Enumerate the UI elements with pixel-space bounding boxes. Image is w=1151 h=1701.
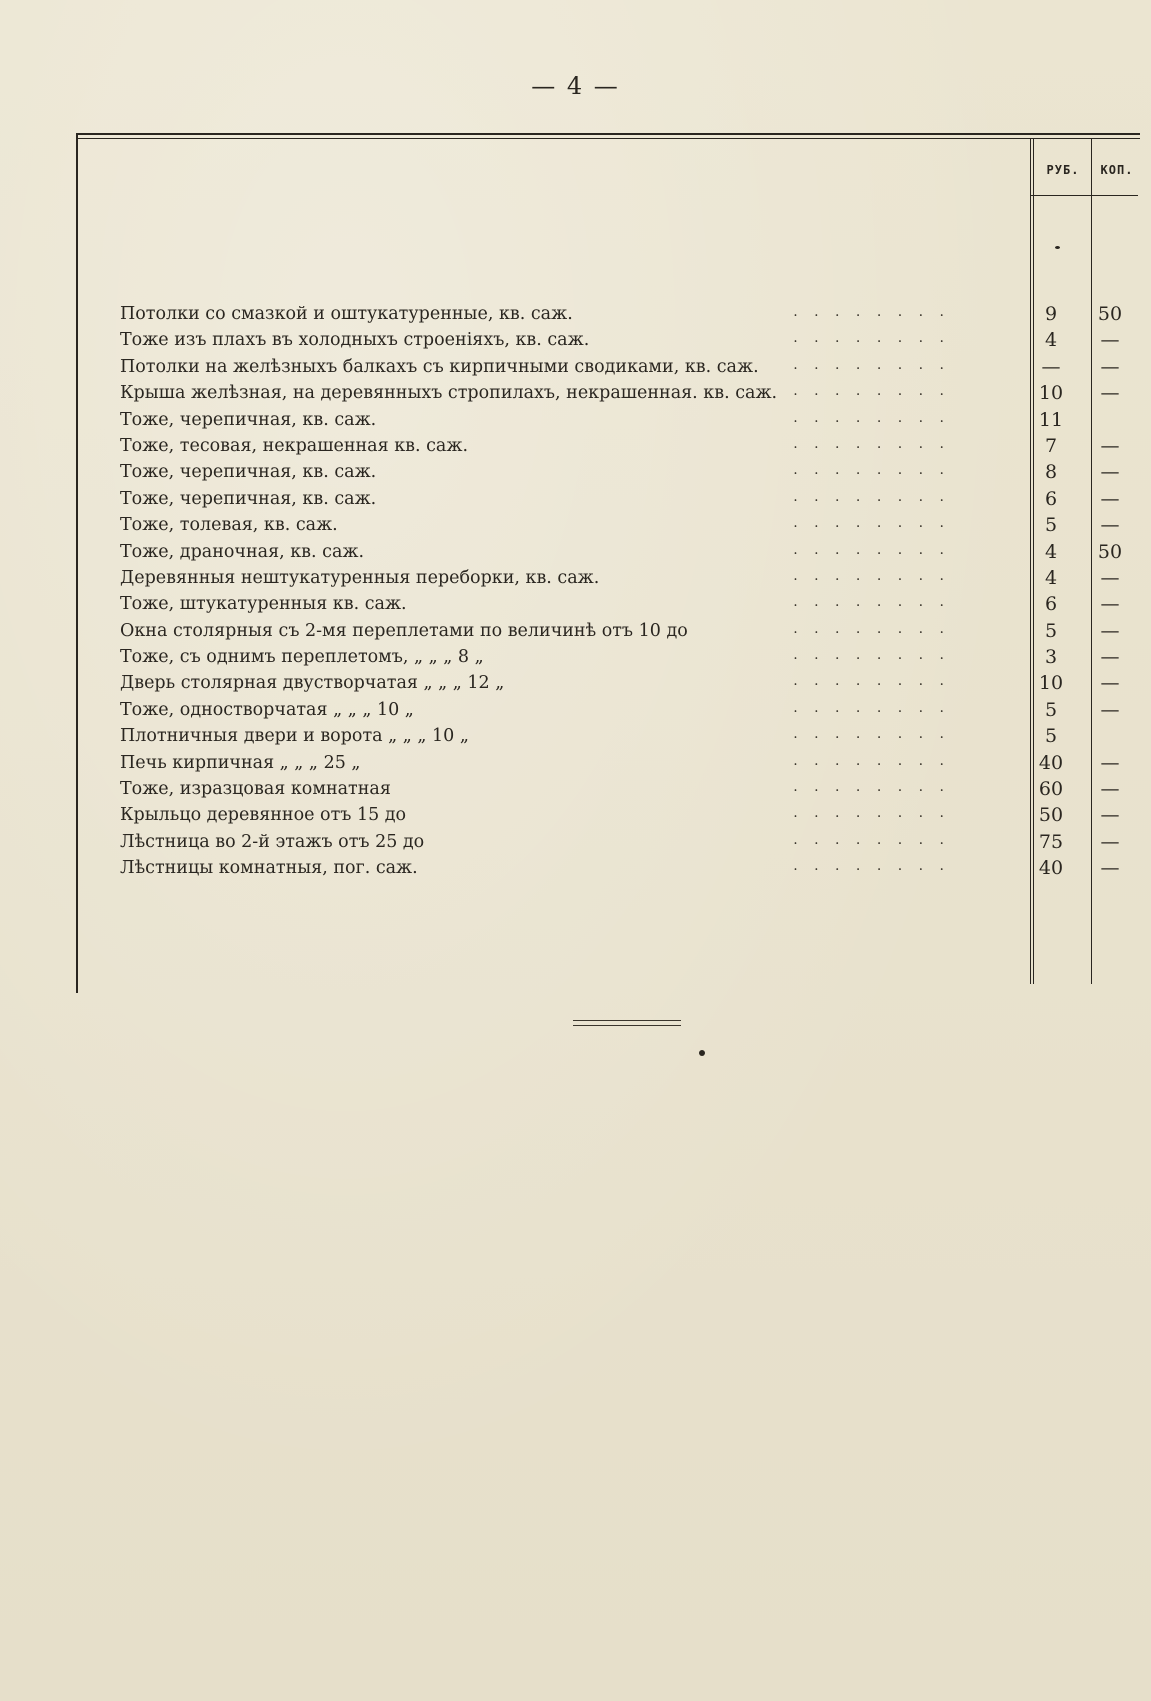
kop-value: — <box>1100 382 1120 405</box>
rub-value: 50 <box>1038 804 1064 827</box>
row-description: Тоже изъ плахъ въ холодныхъ строеніяхъ, кв. саж. <box>120 330 590 351</box>
ink-speck <box>1055 246 1060 249</box>
rub-value: 4 <box>1044 329 1058 352</box>
rub-value: 9 <box>1044 303 1058 325</box>
table-row <box>120 539 1140 565</box>
closing-double-rule <box>573 1020 681 1026</box>
dot-leader: . . . . . . . . <box>793 383 950 400</box>
dot-leader: . . . . . . . . <box>793 541 950 558</box>
page-number: — 4 — <box>531 72 620 100</box>
dot-leader: . . . . . . . . <box>793 435 950 452</box>
row-description: Тоже, штукатуренныя кв. саж. <box>120 594 407 615</box>
dot-leader: . . . . . . . . <box>793 409 950 426</box>
price-table <box>76 133 1140 988</box>
kop-value: — <box>1100 698 1120 721</box>
row-description: Тоже, изразцовая комнатная <box>120 779 391 800</box>
rub-value: 5 <box>1044 725 1058 748</box>
kop-value: — <box>1100 804 1120 827</box>
table-row <box>120 591 1140 617</box>
kop-value: — <box>1100 593 1120 616</box>
rub-value: 10 <box>1038 672 1064 695</box>
rub-value: 6 <box>1044 593 1058 616</box>
row-description: Деревянныя нештукатуренныя переборки, кв. саж. <box>120 567 600 588</box>
table-row <box>120 327 1140 353</box>
row-description: Тоже, черепичная, кв. саж. <box>120 488 377 509</box>
kop-value: — <box>1100 751 1120 774</box>
row-description: Плотничныя двери и ворота „ „ „ 10 „ <box>120 726 469 747</box>
row-description: Тоже, одностворчатая „ „ „ 10 „ <box>120 699 414 720</box>
dot-leader: . . . . . . . . <box>793 805 950 822</box>
table-row <box>120 697 1140 723</box>
kop-value: — <box>1100 461 1120 484</box>
row-description: Потолки со смазкой и оштукатуренные, кв. саж. <box>120 304 573 324</box>
rub-value: 5 <box>1044 619 1058 642</box>
rub-value: 11 <box>1038 408 1064 431</box>
rub-value: 40 <box>1038 751 1064 774</box>
dot-leader: . . . . . . . . <box>793 831 950 848</box>
row-description: Печь кирпичная „ „ „ 25 „ <box>120 752 361 773</box>
table-row <box>120 433 1140 459</box>
rub-value: 5 <box>1044 514 1058 537</box>
kop-value: — <box>1100 487 1120 510</box>
rub-value: 7 <box>1044 434 1058 457</box>
kop-value: — <box>1100 434 1120 457</box>
rub-value: 10 <box>1038 382 1064 405</box>
dot-leader: . . . . . . . . <box>793 726 950 743</box>
row-description: Тоже, драночная, кв. саж. <box>120 541 365 562</box>
row-description: Тоже, черепичная, кв. саж. <box>120 409 377 430</box>
dot-leader: . . . . . . . . <box>793 515 950 532</box>
rub-value: 8 <box>1044 461 1058 484</box>
table-row <box>120 829 1140 855</box>
dot-leader: . . . . . . . . <box>793 620 950 637</box>
rub-value: 3 <box>1044 646 1058 669</box>
dot-leader: . . . . . . . . <box>793 567 950 584</box>
row-description: Крыша желѣзная, на деревянныхъ стропилахъ, некрашенная. кв. саж. <box>120 383 778 404</box>
row-description: Крыльцо деревянное отъ 15 до <box>120 805 407 826</box>
header-rule <box>1030 195 1138 196</box>
table-row <box>120 670 1140 696</box>
kop-value: — <box>1100 830 1120 853</box>
table-row <box>120 776 1140 802</box>
kop-value: — <box>1100 514 1120 537</box>
dot-leader: . . . . . . . . <box>793 699 950 716</box>
dot-leader: . . . . . . . . <box>793 488 950 505</box>
dot-leader: . . . . . . . . <box>793 462 950 479</box>
kop-value: 50 <box>1097 540 1123 563</box>
row-description: Тоже, съ однимъ переплетомъ, „ „ „ 8 „ <box>120 647 484 668</box>
table-row <box>120 486 1140 512</box>
table-row <box>120 644 1140 670</box>
kop-value: — <box>1100 857 1120 880</box>
dot-leader: . . . . . . . . <box>793 356 950 373</box>
row-description: Тоже, тесовая, некрашенная кв. саж. <box>120 435 469 456</box>
table-left-rule <box>76 133 78 993</box>
table-row <box>120 301 1140 327</box>
dot-leader: . . . . . . . . <box>793 752 950 769</box>
kop-value: — <box>1100 646 1120 669</box>
kop-value: — <box>1100 355 1120 378</box>
kop-value: 50 <box>1097 303 1123 325</box>
dot-leader: . . . . . . . . <box>793 858 950 875</box>
kop-value: — <box>1100 619 1120 642</box>
rub-value: 5 <box>1044 698 1058 721</box>
table-row <box>120 354 1140 380</box>
rub-value: 4 <box>1044 540 1058 563</box>
kop-value: — <box>1100 329 1120 352</box>
dot-leader: . . . . . . . . <box>793 304 950 320</box>
dot-leader: . . . . . . . . <box>793 647 950 664</box>
row-description: Потолки на желѣзныхъ балкахъ съ кирпичными сводиками, кв. саж. <box>120 356 759 377</box>
table-row <box>120 380 1140 406</box>
rub-value: 75 <box>1038 830 1064 853</box>
table-row <box>120 723 1140 749</box>
rub-value: 60 <box>1038 778 1064 801</box>
row-description: Окна столярныя съ 2-мя переплетами по величинѣ отъ 10 до <box>120 620 688 641</box>
rub-value: 6 <box>1044 487 1058 510</box>
dot-leader: . . . . . . . . <box>793 673 950 690</box>
kop-value: — <box>1100 778 1120 801</box>
table-row <box>120 802 1140 828</box>
kop-value: — <box>1100 672 1120 695</box>
rub-value: 4 <box>1044 566 1058 589</box>
row-description: Лѣстницы комнатныя, пог. саж. <box>120 858 418 879</box>
rub-value: — <box>1041 355 1061 378</box>
table-row <box>120 512 1140 538</box>
row-description: Лѣстница во 2-й этажъ отъ 25 до <box>120 831 425 852</box>
table-row <box>120 618 1140 644</box>
table-row <box>120 855 1140 881</box>
dot-leader: . . . . . . . . <box>793 594 950 611</box>
table-row <box>120 407 1140 433</box>
dot-leader: . . . . . . . . <box>793 779 950 796</box>
row-description: Дверь столярная двустворчатая „ „ „ 12 „ <box>120 673 505 694</box>
table-row <box>120 565 1140 591</box>
table-top-rule <box>76 133 1140 135</box>
row-description: Тоже, черепичная, кв. саж. <box>120 462 377 483</box>
header-kop: КОП. <box>1100 163 1134 177</box>
table-top-rule-thin <box>76 138 1140 139</box>
kop-value: — <box>1100 566 1120 589</box>
dot-leader: . . . . . . . . <box>793 330 950 347</box>
table-body <box>120 301 1140 882</box>
header-rub: РУБ. <box>1046 163 1080 177</box>
table-row <box>120 750 1140 776</box>
row-description: Тоже, толевая, кв. саж. <box>120 515 338 536</box>
table-row <box>120 459 1140 485</box>
rub-value: 40 <box>1038 857 1064 880</box>
ink-speck <box>699 1050 705 1056</box>
